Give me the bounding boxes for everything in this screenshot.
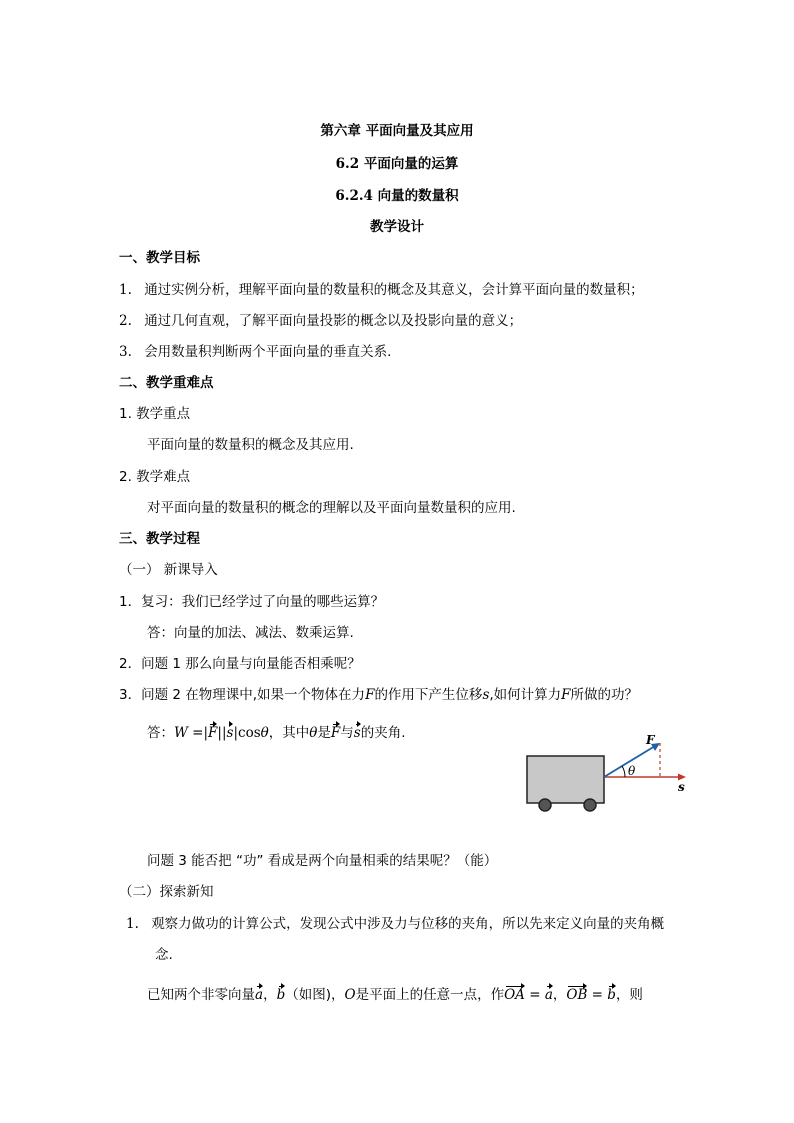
force-symbol: F xyxy=(561,687,571,703)
part1-heading: 一、教学目标 xyxy=(119,250,200,266)
comma: ， xyxy=(552,987,567,1003)
vector-ob: OB xyxy=(566,987,588,1003)
objective-2 xyxy=(119,312,522,330)
part3-heading: 三、教学过程 xyxy=(119,531,200,547)
point-o: O xyxy=(344,987,356,1003)
force-vector: F xyxy=(208,725,218,741)
cosine-term: |cos xyxy=(233,725,261,741)
vector-b: b xyxy=(607,987,616,1003)
objective-1-text: 通过实例分析，理解平面向量的数量积的概念及其意义，会计算平面向量的数量积； xyxy=(144,282,644,298)
objective-2-text: 通过几何直观，了解平面向量投影的概念以及投影向量的意义； xyxy=(144,313,523,329)
difficulty-label: 2. 教学难点 xyxy=(119,469,191,485)
paragraph-1-line-1 xyxy=(126,915,664,933)
key-point-label: 1. 教学重点 xyxy=(119,406,191,422)
cart-wheel-right xyxy=(584,799,596,811)
cart-wheel-left xyxy=(539,799,551,811)
displacement-label: s xyxy=(678,780,685,794)
vector-a: a xyxy=(255,987,264,1003)
vector-oa: OA xyxy=(504,987,525,1003)
equals-sign: =| xyxy=(187,725,209,741)
equals-sign: = xyxy=(524,987,545,1003)
chapter-title: 第六章 平面向量及其应用 xyxy=(320,123,474,139)
question-3-mid2: ,如何计算力 xyxy=(489,687,562,703)
question-4: 问题 3 能否把 “功” 看成是两个向量相乘的结果呢？（能） xyxy=(147,853,498,869)
question-3-prefix: 3．问题 2 在物理课中,如果一个物体在力 xyxy=(119,687,366,703)
paragraph-2-mid: （如图)， xyxy=(285,987,345,1003)
theta-symbol: θ xyxy=(260,725,269,741)
paragraph-1-line-2: 念. xyxy=(155,947,173,963)
answer-is: 是 xyxy=(317,725,331,741)
question-2: 2．问题 1 那么向量与向量能否相乘呢？ xyxy=(119,656,361,672)
subsection-explore: （二）探索新知 xyxy=(119,884,214,900)
force-vector: F xyxy=(330,725,341,741)
force-symbol: F xyxy=(365,687,375,703)
angle-arc xyxy=(622,766,625,777)
equals-sign: = xyxy=(587,987,608,1003)
objective-3 xyxy=(119,343,391,361)
subsection-intro: （一） 新课导入 xyxy=(119,562,218,578)
theta-symbol: θ xyxy=(309,725,318,741)
paragraph-2 xyxy=(147,986,643,1004)
difficulty-text: 对平面向量的数量积的概念的理解以及平面向量数量积的应用. xyxy=(147,500,516,516)
design-title: 教学设计 xyxy=(370,219,424,235)
section-title: 6.2 平面向量的运算 xyxy=(335,156,459,172)
displacement-symbol: s xyxy=(482,687,490,703)
cart-body xyxy=(527,756,604,803)
answer-suffix: 的夹角. xyxy=(360,725,406,741)
question-3-suffix: 所做的功？ xyxy=(570,687,639,703)
objective-1 xyxy=(119,281,644,299)
theta-label: θ xyxy=(628,764,636,778)
question-1: 1．复习：我们已经学过了向量的哪些运算？ xyxy=(119,594,385,610)
answer-1: 答：向量的加法、减法、数乘运算. xyxy=(147,625,354,641)
objective-1-number: 1. xyxy=(119,282,132,298)
comma: ， xyxy=(263,987,277,1003)
work-symbol: W xyxy=(174,725,188,741)
question-3 xyxy=(119,686,638,704)
paragraph-2-prefix: 已知两个非零向量 xyxy=(147,987,255,1003)
key-point-text: 平面向量的数量积的概念及其应用. xyxy=(147,437,354,453)
force-work-diagram xyxy=(524,733,694,813)
paragraph-2-suffix: ，则 xyxy=(615,987,643,1003)
question-3-mid: 的作用下产生位移 xyxy=(374,687,483,703)
objective-3-number: 3. xyxy=(119,344,132,360)
displacement-vector: s xyxy=(353,725,361,741)
paragraph-1-number: 1. xyxy=(126,916,139,932)
answer-mid: ，其中 xyxy=(268,725,310,741)
vector-a: a xyxy=(544,987,553,1003)
work-formula-answer xyxy=(147,724,406,742)
answer-and: 与 xyxy=(340,725,354,741)
abs-bars: || xyxy=(217,725,227,741)
objective-3-text: 会用数量积判断两个平面向量的垂直关系. xyxy=(144,344,392,360)
answer-prefix: 答： xyxy=(147,725,174,741)
displacement-vector: s xyxy=(226,725,234,741)
objective-2-number: 2. xyxy=(119,313,132,329)
vector-b: b xyxy=(276,987,286,1003)
paragraph-2-mid2: 是平面上的任意一点，作 xyxy=(355,987,505,1003)
subsection-title: 6.2.4 向量的数量积 xyxy=(335,188,459,204)
paragraph-1-text: 观察力做功的计算公式，发现公式中涉及力与位移的夹角，所以先来定义向量的夹角概 xyxy=(151,916,665,932)
force-label: F xyxy=(646,733,655,747)
part2-heading: 二、教学重难点 xyxy=(119,375,214,391)
